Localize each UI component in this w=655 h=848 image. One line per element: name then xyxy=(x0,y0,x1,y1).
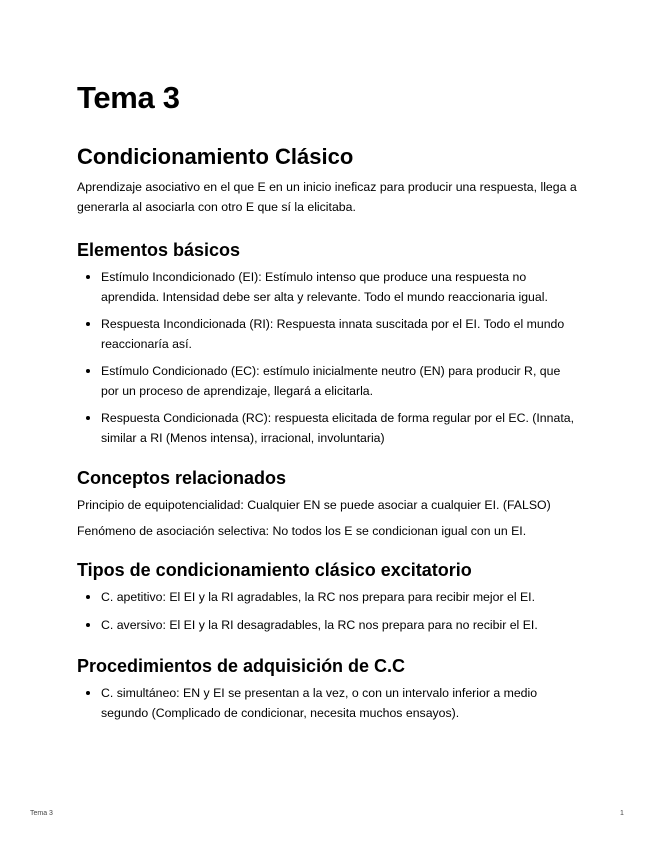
list-item: C. simultáneo: EN y EI se presentan a la vez, o con un intervalo inferior a medio segundo (Complicado de condicionar, necesita muchos ensayos). xyxy=(77,683,577,723)
section-heading-conceptos-relacionados: Conceptos relacionados xyxy=(77,468,287,488)
page-number: 1 xyxy=(620,810,624,817)
list-elementos-basicos xyxy=(77,267,577,448)
list-item: Estímulo Condicionado (EC): estímulo inicialmente neutro (EN) para producir R, que por un proceso de aprendizaje, llegará a elicitarla. xyxy=(77,361,577,401)
list-item: Respuesta Condicionada (RC): respuesta elicitada de forma regular por el EC. (Innata, similar a RI (Menos intensa), irracional, involuntaria) xyxy=(77,408,577,448)
paragraph-equipotencialidad: Principio de equipotencialidad: Cualquier EN se puede asociar a cualquier EI. (FALSO) xyxy=(77,498,551,512)
section-heading-procedimientos: Procedimientos de adquisición de C.C xyxy=(77,656,406,676)
list-tipos xyxy=(77,587,577,635)
document-title: Tema 3 xyxy=(77,80,180,115)
footer-title: Tema 3 xyxy=(30,810,53,817)
section-heading-elementos-basicos: Elementos básicos xyxy=(77,240,241,260)
list-item: C. aversivo: El EI y la RI desagradables, la RC nos prepara para no recibir el EI. xyxy=(77,615,577,635)
paragraph-asociacion-selectiva: Fenómeno de asociación selectiva: No todos los E se condicionan igual con un EI. xyxy=(77,524,527,538)
main-heading: Condicionamiento Clásico xyxy=(77,144,354,169)
list-item: Respuesta Incondicionada (RI): Respuesta innata suscitada por el EI. Todo el mundo reaccionaría así. xyxy=(77,314,577,354)
list-item: Estímulo Incondicionado (EI): Estímulo intenso que produce una respuesta no aprendida. Intensidad debe ser alta y relevante. Todo el mundo reaccionaria igual. xyxy=(77,267,577,307)
section-heading-tipos: Tipos de condicionamiento clásico excitatorio xyxy=(77,560,472,580)
document-page xyxy=(77,80,577,723)
intro-paragraph: Aprendizaje asociativo en el que E en un inicio ineficaz para producir una respuesta, llega a generarla al asociarla con otro E que sí la elicitaba. xyxy=(77,180,577,214)
list-procedimientos xyxy=(77,683,577,723)
list-item: C. apetitivo: El EI y la RI agradables, la RC nos prepara para recibir mejor el EI. xyxy=(77,587,577,607)
